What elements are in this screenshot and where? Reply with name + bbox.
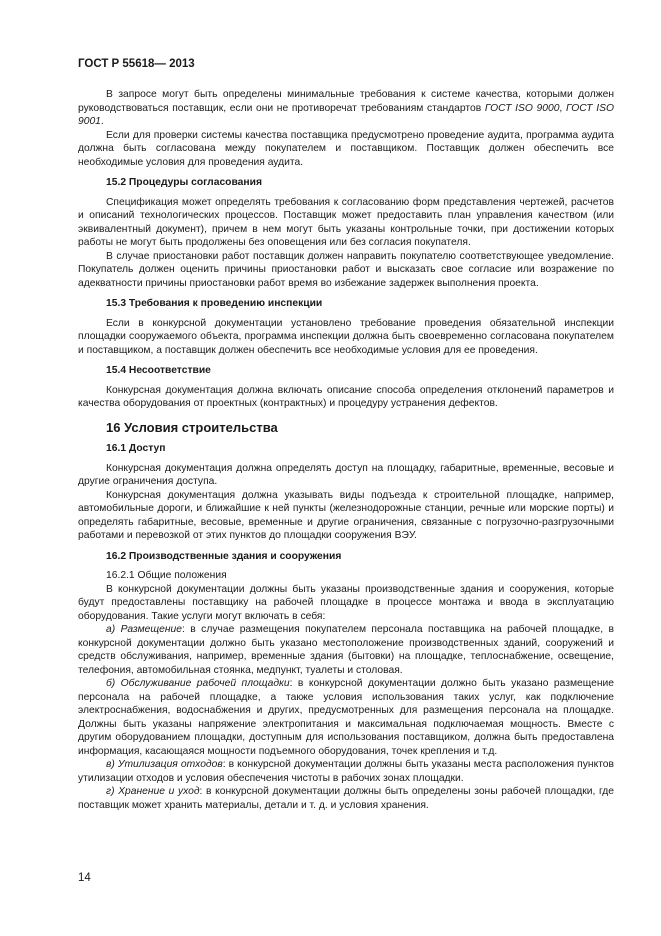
section-heading-15-4: 15.4 Несоответствие [106, 365, 211, 376]
section-heading-16-1: 16.1 Доступ [106, 443, 166, 454]
list-item-label: в) Утилизация отходов [106, 759, 223, 770]
paragraph: Если в конкурсной документации установлено требование проведения обязательной инспекции площадки сооружаемого объекта, программа инспекции должна быть своевременно согласована покупателем и поставщиком, а поставщик должен обеспечить все необходимые условия для ее проведения. [78, 317, 614, 356]
paragraph: В конкурсной документации должны быть указаны производственные здания и сооружения, которые будут предоставлены поставщику на рабочей площадке в процессе монтажа и ввода в эксплуатацию оборудования. Такие услуги могут включать в себя: [78, 583, 614, 622]
standard-reference: ГОСТ ISO 9000 [484, 102, 560, 114]
list-item-label: г) Хранение и уход [106, 786, 200, 797]
paragraph: Конкурсная документация должна определять доступ на площадку, габаритные, временные, весовые и другие ограничения доступа. [78, 462, 614, 487]
list-item: б) Обслуживание рабочей площадки: в конкурсной документации должно быть указано размещение персонала на рабочей площадке, а также условия использования таких услуг, как подключение электроснабжения, водоснабжения и других, предусмотренных для размещения персонала на площадке. Должны быть указаны напряжение электропитания и максимальная подключаемая мощность. Вместе с другим оборудованием площадки, доступным для использования поставщиком, должна быть предоставлена информация, касающаяся мощности подъемного оборудования, точек крепления и т.д. [78, 678, 614, 757]
paragraph: Конкурсная документация должна указывать виды подъезда к строительной площадке, например, автомобильные дороги, и ближайшие к ней пункты (железнодорожные станции, речные или морские порты) и определять габаритные, весовые, временные и другие ограничения, связанные с погрузочно-разгрузочными работами и перевозкой от этих пунктов до площадки сооружения ВЭУ. [78, 489, 614, 541]
list-item-label: б) Обслуживание рабочей площадки [106, 678, 290, 689]
standard-reference: ГОСТ ISO 9001 [78, 102, 614, 127]
paragraph: В случае приостановки работ поставщик должен направить покупателю соответствующее уведомление. Покупатель должен оценить причины приостановки работ и высказать свое согласие или возражение по адекватности причины приостановки работ время во избежание задержек выполнения проекта. [78, 250, 614, 289]
list-item: в) Утилизация отходов: в конкурсной документации должны быть указаны места расположения пунктов утилизации отходов и условия обеспечения чистоты в рабочих зонах площадки. [78, 759, 614, 784]
page-number: 14 [78, 872, 91, 884]
section-heading-15-2: 15.2 Процедуры согласования [106, 177, 262, 188]
document-header: ГОСТ Р 55618— 2013 [78, 58, 195, 70]
paragraph: Если для проверки системы качества поставщика предусмотрено проведение аудита, программа аудита должна быть согласована между покупателем и поставщиком. Поставщик должен обеспечить все необходимые условия для проведения аудита. [78, 129, 614, 168]
list-item: г) Хранение и уход: в конкурсной документации должны быть определены зоны рабочей площадки, где поставщик может хранить материалы, детали и т. д. и условия хранения. [78, 786, 614, 811]
paragraph: В запросе могут быть определены минимальные требования к системе качества, которыми должен руководствоваться поставщик, если они не противоречат требованиям стандартов ГОСТ ISO 9000, ГОСТ ISO 9001. [78, 89, 614, 127]
paragraph: Спецификация может определять требования к согласованию форм представления чертежей, расчетов и описаний технологических процессов. Поставщик может предоставить план управления качеством (или эквивалентный документ), причем в нем могут быть указаны контрольные точки, при достижении которых работы не могут быть продолжены без оповещения или без согласия покупателя. [78, 196, 614, 248]
section-heading-16-2: 16.2 Производственные здания и сооружения [106, 550, 342, 562]
subsection-heading-16-2-1: 16.2.1 Общие положения [106, 570, 227, 581]
page-body [78, 88, 614, 812]
section-heading-15-3: 15.3 Требования к проведению инспекции [106, 298, 323, 309]
chapter-heading-16: 16 Условия строительства [106, 419, 278, 435]
paragraph: Конкурсная документация должна включать описание способа определения отклонений параметров и качества оборудования от проектных (контрактных) и процедуру устранения дефектов. [78, 384, 614, 409]
list-item-label: а) Размещение [106, 624, 183, 635]
list-item: а) Размещение: в случае размещения покупателем персонала поставщика на рабочей площадке, в конкурсной документации должно быть указано местоположение производственных зданий, сооружений и средств обслуживания, например, временные здания (бытовки) на площадке, теплоснабжение, освещение, телефония, автомобильная стоянка, медпункт, туалеты и столовая. [78, 624, 614, 676]
